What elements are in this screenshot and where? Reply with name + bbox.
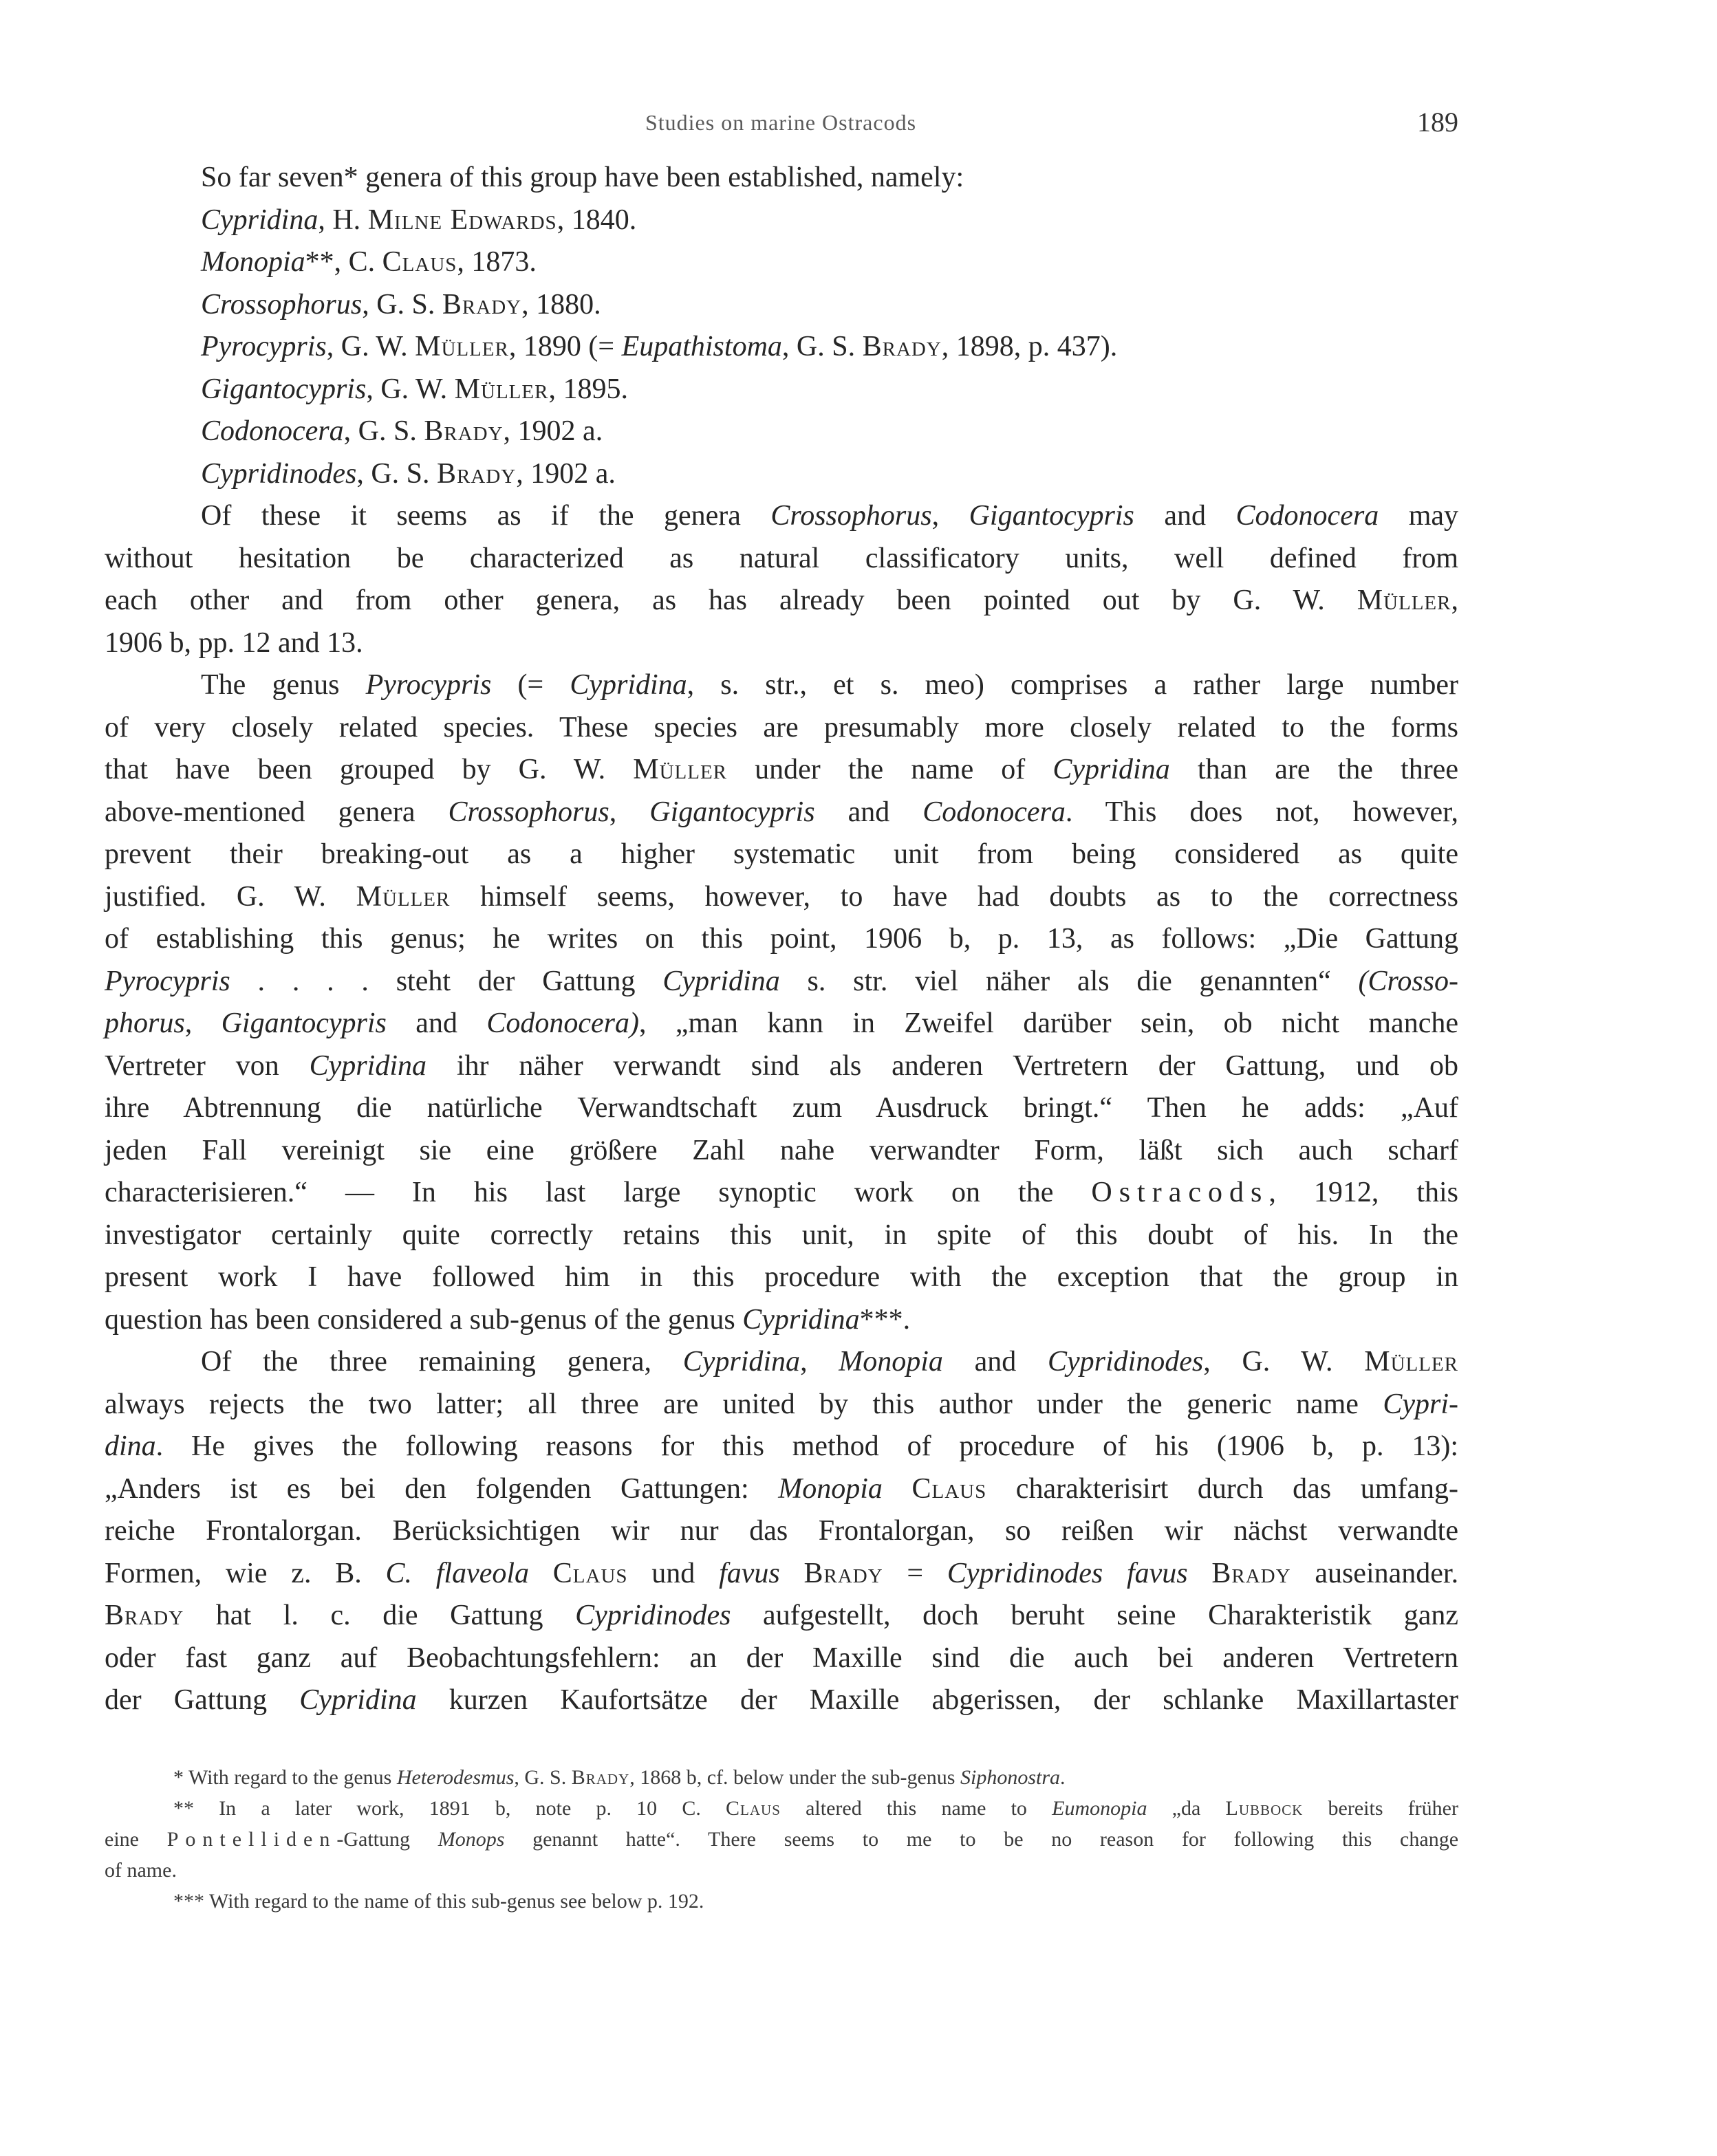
footnotes	[105, 1762, 1458, 1917]
text-line: jeden Fall vereinigt sie eine größere Zahl nahe verwandter Form, läßt sich auch scharf	[105, 1134, 1458, 1166]
footnote: * With regard to the genus Heterodesmus, G. S. Brady, 1868 b, cf. below under the sub-genus Siphonostra.	[173, 1766, 1066, 1789]
text-line: Pyrocypris . . . . steht der Gattung Cypridina s. str. viel näher als die genannten“ (Crosso-	[105, 965, 1459, 997]
genus-list-item: Cypridinodes, G. S. Brady, 1902 a.	[201, 457, 616, 490]
text-line: prevent their breaking-out as a higher systematic unit from being considered as quite	[105, 838, 1458, 870]
text-line: phorus, Gigantocypris and Codonocera), „man kann in Zweifel darüber sein, ob nicht manche	[105, 1008, 1458, 1039]
genus-list-item: Codonocera, G. S. Brady, 1902 a.	[201, 415, 603, 447]
text-line: always rejects the two latter; all three are united by this author under the generic name Cypri-	[105, 1388, 1458, 1420]
text-line: „Anders ist es bei den folgenden Gattungen: Monopia Claus charakterisirt durch das umfang-	[105, 1472, 1458, 1505]
footnote-continuation: eine Pontelliden-Gattung Monops genannt hatte“. There seems to me to be no reason for following this change	[105, 1828, 1459, 1851]
text-line: above-mentioned genera Crossophorus, Gigantocypris and Codonocera. This does not, however,	[105, 796, 1459, 828]
text-line: 1906 b, pp. 12 and 13.	[105, 627, 363, 659]
text-line: The genus Pyrocypris (= Cypridina, s. str., et s. meo) comprises a rather large number	[201, 669, 1458, 701]
text-line: each other and from other genera, as has already been pointed out by G. W. Müller,	[105, 585, 1458, 616]
text-line: present work I have followed him in this procedure with the exception that the group in	[105, 1261, 1458, 1293]
text-line: Of the three remaining genera, Cypridina, Monopia and Cypridinodes, G. W. Müller	[201, 1346, 1458, 1378]
text-line: of very closely related species. These species are presumably more closely related to the forms	[105, 711, 1458, 743]
genus-list-item: Pyrocypris, G. W. Müller, 1890 (= Eupathistoma, G. S. Brady, 1898, p. 437).	[201, 331, 1118, 362]
text-line: characterisieren.“ — In his last large synoptic work on the Ostracods, 1912, this	[105, 1177, 1459, 1208]
text-line: oder fast ganz auf Beobachtungsfehlern: an der Maxille sind die auch bei anderen Vertretern	[105, 1642, 1458, 1674]
text-line: question has been considered a sub-genus of the genus Cypridina***.	[105, 1303, 911, 1336]
text-line: Of these it seems as if the genera Crossophorus, Gigantocypris and Codonocera may	[201, 500, 1459, 532]
text-line: reiche Frontalorgan. Berücksichtigen wir nur das Frontalorgan, so reißen wir nächst verwandte	[105, 1515, 1458, 1547]
text-line: that have been grouped by G. W. Müller under the name of Cypridina than are the three	[105, 754, 1458, 785]
text-line: Brady hat l. c. die Gattung Cypridinodes aufgestellt, doch beruht seine Charakteristik ganz	[105, 1600, 1458, 1631]
text-line: dina. He gives the following reasons for this method of procedure of his (1906 b, p. 13):	[105, 1430, 1458, 1462]
genus-list-item: Monopia**, C. Claus, 1873.	[201, 246, 537, 278]
genus-list-item: Crossophorus, G. S. Brady, 1880.	[201, 288, 601, 320]
text-line: So far seven* genera of this group have been established, namely:	[201, 162, 964, 193]
text-line: justified. G. W. Müller himself seems, however, to have had doubts as to the correctness	[105, 880, 1458, 913]
footnote: ** In a later work, 1891 b, note p. 10 C. Claus altered this name to Eumonopia „da Lubbock bereits früher	[173, 1797, 1458, 1820]
text-line: investigator certainly quite correctly retains this unit, in spite of this doubt of his. In the	[105, 1219, 1458, 1251]
running-header	[103, 107, 1458, 149]
text-line: ihre Abtrennung die natürliche Verwandtschaft zum Ausdruck bringt.“ Then he adds: „Auf	[105, 1092, 1458, 1124]
genus-list-item: Gigantocypris, G. W. Müller, 1895.	[201, 373, 628, 405]
text-line: without hesitation be characterized as natural classificatory units, well defined from	[105, 542, 1458, 574]
footnote: *** With regard to the name of this sub-genus see below p. 192.	[173, 1890, 704, 1913]
text-line: Vertreter von Cypridina ihr näher verwandt sind als anderen Vertretern der Gattung, und ob	[105, 1049, 1458, 1082]
genus-list-item: Cypridina, H. Milne Edwards, 1840.	[201, 204, 637, 236]
text-line: der Gattung Cypridina kurzen Kaufortsätze der Maxille abgerissen, der schlanke Maxillartaster	[105, 1684, 1458, 1716]
text-line: Formen, wie z. B. C. flaveola Claus und favus Brady = Cypridinodes favus Brady auseinander.	[105, 1557, 1459, 1589]
page-number: 189	[1417, 107, 1458, 138]
running-title: Studies on marine Ostracods	[645, 110, 917, 135]
main-text	[105, 157, 1458, 1722]
text-line: of establishing this genus; he writes on this point, 1906 b, p. 13, as follows: „Die Gattung	[105, 923, 1458, 955]
footnote-continuation: of name.	[105, 1859, 177, 1882]
